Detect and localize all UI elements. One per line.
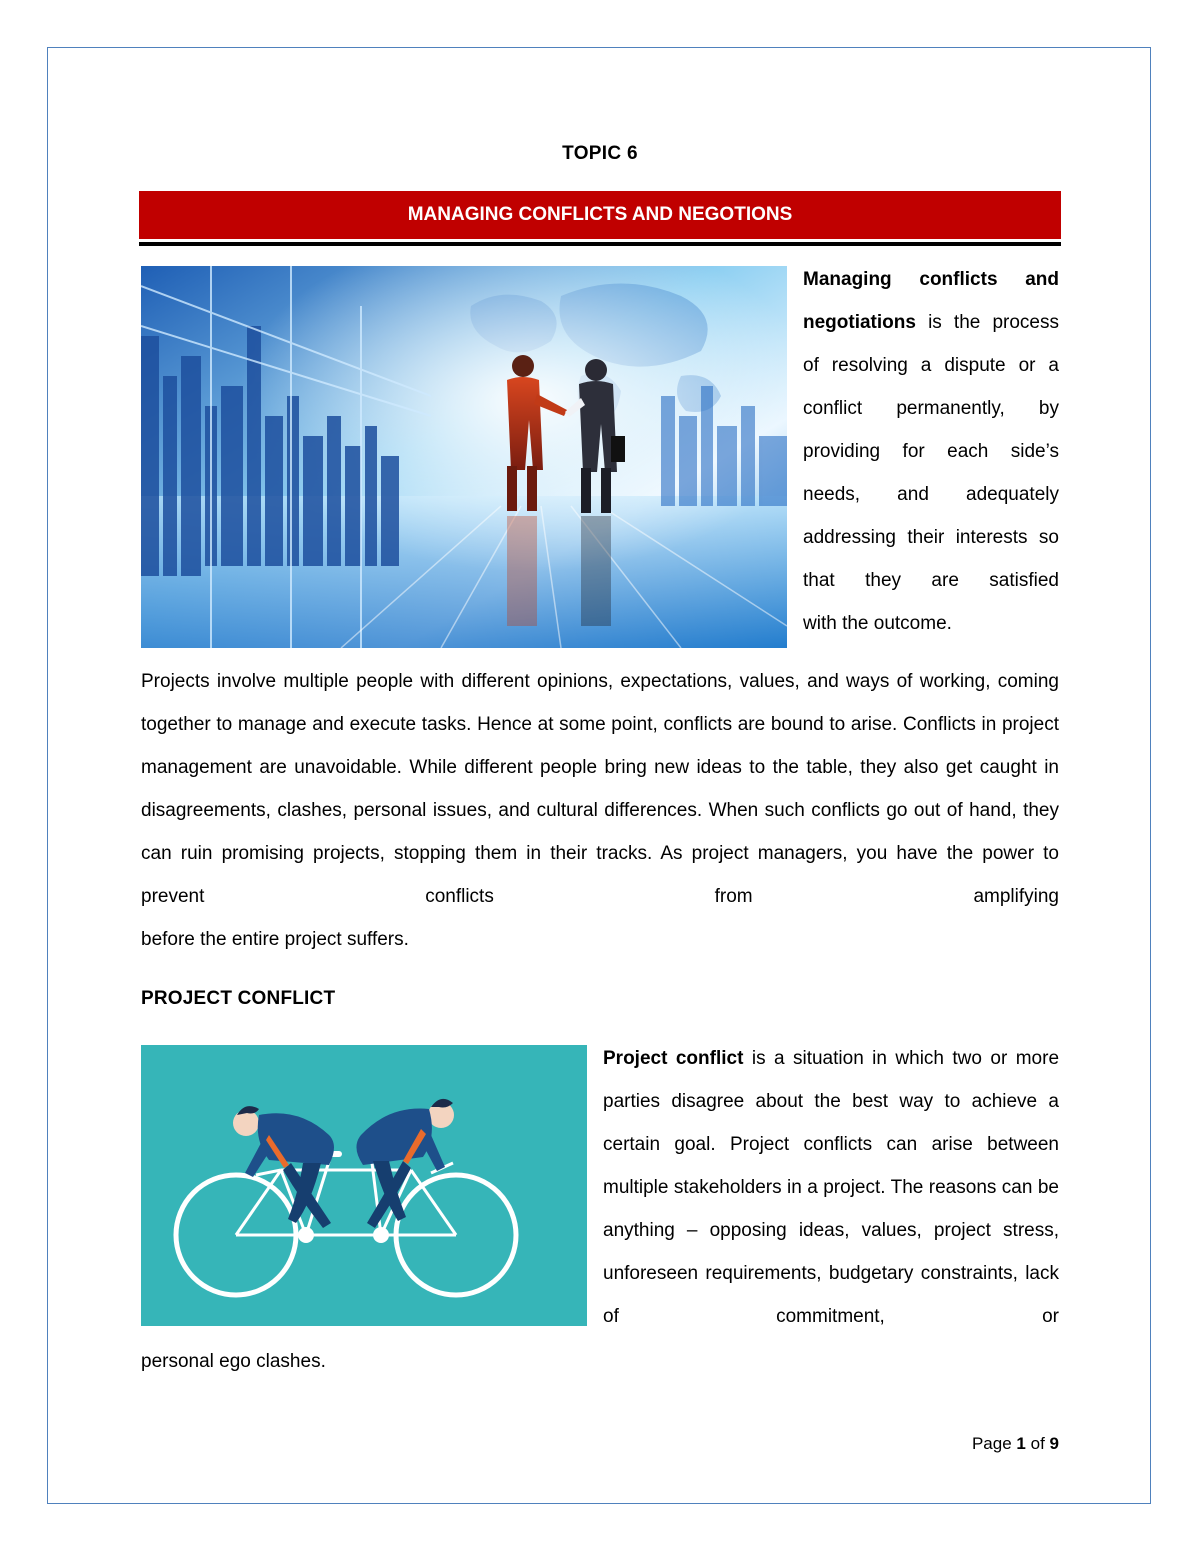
project-conflict-term: Project conflict <box>603 1048 744 1069</box>
intro-term: Managing conflicts and negotiations <box>803 269 1059 333</box>
project-conflict-tail: personal ego clashes. <box>141 1351 326 1372</box>
intro-line: so that they are satisfied <box>803 527 1059 591</box>
intro-line: conflict permanently, by <box>803 398 1059 419</box>
topic-label: TOPIC 6 <box>562 143 638 164</box>
page-footer <box>900 1434 1059 1454</box>
footer-page-total: 9 <box>1049 1434 1059 1453</box>
intro-line: is the process <box>928 312 1059 333</box>
banner-title: MANAGING CONFLICTS AND NEGOTIONS <box>407 204 793 225</box>
footer-of-word: of <box>1030 1434 1045 1453</box>
project-conflict-paragraph <box>603 1037 1059 1338</box>
intro-line: addressing their interests <box>803 527 1028 548</box>
body-text: Projects involve multiple people with different opinions, expectations, values, and ways of working, coming together to manage and execute tasks. Hence at some point, conflicts are bound to arise. Conflicts in project management are unavoidable. While different people bring new ideas to the table, they also get caught in disagreements, clashes, personal issues, and cultural differences. When such conflicts go out of hand, they can ruin promising projects, stopping them in their tracks. As project managers, you have the power to prevent conflicts from amplifying <box>141 671 1059 907</box>
section-heading: PROJECT CONFLICT <box>141 988 336 1009</box>
footer-page-word: Page <box>971 1434 1012 1453</box>
intro-last-line: with the outcome. <box>803 613 952 634</box>
title-banner <box>139 191 1061 239</box>
intro-line: providing for each side’s <box>803 441 1059 462</box>
body-last-line: before the entire project suffers. <box>141 929 409 950</box>
project-conflict-text: is a situation in which two or more parties disagree about the best way to achieve a certain goal. Project conflicts can arise between multiple stakeholders in a project. The reasons can be anything – opposing ideas, values, project stress, unforeseen requirements, budgetary constraints, lack of commitment, or <box>603 1048 1060 1327</box>
body-paragraph <box>141 660 1059 961</box>
banner-underline <box>139 242 1061 246</box>
tandem-bicycle-image <box>141 1045 587 1326</box>
business-handshake-image <box>141 266 787 648</box>
intro-paragraph <box>803 258 1059 645</box>
intro-line: needs, and adequately <box>803 484 1059 505</box>
intro-line: of resolving a dispute or a <box>803 355 1059 376</box>
footer-page-number: 1 <box>1016 1434 1026 1453</box>
